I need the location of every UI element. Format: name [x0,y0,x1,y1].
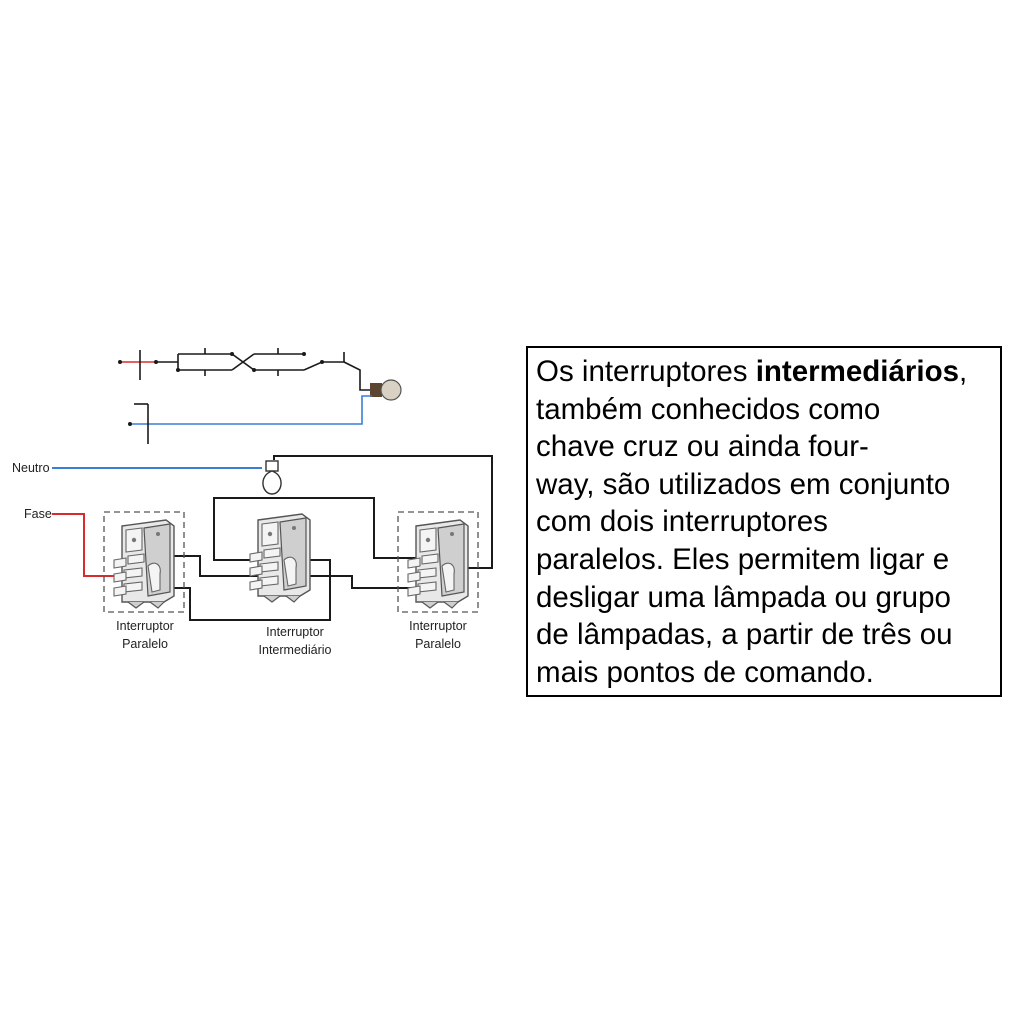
schematic-lamp-icon [381,380,401,400]
description-intro: Os interruptores [536,355,756,388]
lamp-icon [263,471,281,494]
fase-label: Fase [24,507,52,521]
right-switch-icon [408,520,468,608]
schematic-lamp-socket [370,383,382,397]
right-switch-label-2: Paralelo [415,637,461,651]
wiring-illustration [12,456,492,657]
middle-switch-label-1: Interruptor [266,625,324,639]
middle-switch-icon [250,514,310,602]
schematic [118,348,401,444]
traveller-wire-3 [214,498,418,560]
description-body: também conhecidos como chave cruz ou ainda four- way, são utilizados em conjunto com dois interruptores paralelos. Eles permitem ligar e desligar uma lâmpada ou grupo de lâmpadas, a partir de três ou mais pontos de comando. [536,392,953,689]
lamp-socket [266,461,278,471]
description-text [528,348,1000,691]
right-switch-label-1: Interruptor [409,619,467,633]
description-box [526,346,1002,697]
description-bold-term: intermediários [755,355,959,388]
description-comma: , [959,355,968,388]
left-switch-label-1: Interruptor [116,619,174,633]
middle-switch-label-2: Intermediário [258,643,332,657]
left-switch-label-2: Paralelo [122,637,168,651]
schematic-neutral-wire [130,396,372,424]
neutro-label: Neutro [12,461,50,475]
left-switch-icon [114,520,174,608]
